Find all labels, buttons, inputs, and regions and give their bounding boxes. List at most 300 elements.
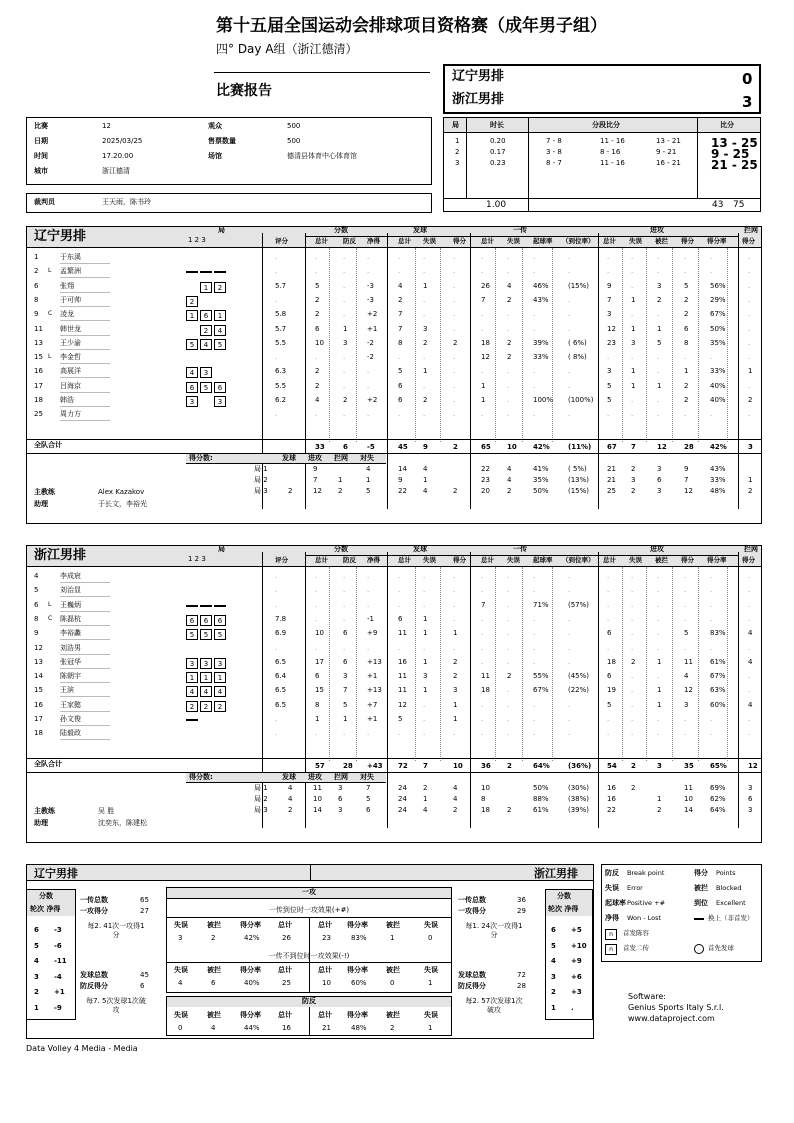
b-stat-cell: 5 [684, 629, 689, 638]
a-stat-cell: 1 [631, 367, 636, 376]
tr-val-b: 1 [428, 1024, 433, 1032]
pos-val-b: 23 [322, 934, 331, 942]
a-subhdr-vote: 评分 [275, 237, 288, 245]
set-partial: 7 - 8 [546, 137, 562, 145]
b-recv-label: 一传总数 [458, 896, 486, 904]
a-scored-cell: 12 [313, 486, 322, 495]
b-empty-cell: . [533, 643, 536, 652]
rotation-number: 4 [34, 957, 39, 965]
b-empty-cell: . [343, 572, 346, 580]
a-empty-cell: . [533, 324, 536, 333]
a-dotline [415, 248, 416, 442]
b-set-stat: 6 [748, 794, 753, 803]
a-dotline [495, 248, 496, 442]
b-scored-cell: 6 [366, 805, 371, 814]
b-empty-cell: . [710, 729, 713, 738]
b-empty-cell: . [631, 672, 634, 681]
b-empty-cell: . [631, 686, 634, 695]
b-set-stat: 22 [607, 805, 616, 814]
b-scored-cell: 2 [288, 805, 293, 814]
rotation-number: 6 [551, 926, 556, 934]
b-hdr-line [26, 566, 762, 567]
b-empty-cell: . [748, 686, 751, 695]
b-empty-cell: . [631, 572, 634, 580]
b-set-stat: (38%) [568, 794, 590, 803]
a-empty-cell: . [657, 367, 660, 376]
b-empty-cell: . [453, 643, 456, 652]
b-hdr-att: 进攻 [650, 545, 664, 553]
a-stat-cell: +2 [367, 310, 378, 319]
team-a-name: 辽宁男排 [452, 69, 505, 84]
a-empty-cell: . [481, 324, 484, 333]
tr-val-a: 16 [282, 1024, 291, 1032]
b-asst-label: 助理 [34, 818, 48, 827]
tr-val-b: 2 [390, 1024, 395, 1032]
a-player-name: 高展洋 [60, 367, 81, 376]
neg-col-hdr: 总计 [278, 966, 292, 974]
a-empty-cell: . [568, 295, 571, 304]
b-empty-cell: . [507, 572, 510, 580]
b-subhdr-bp: 防反 [343, 556, 356, 564]
b-empty-cell: . [533, 614, 536, 623]
b-total-cell: (36%) [568, 761, 592, 770]
a-dotline [727, 248, 728, 442]
a-subhdr-bp: 防反 [343, 237, 356, 245]
b-set-stat: 3 [748, 783, 753, 792]
b-starting-pos: 3 [200, 658, 212, 669]
neg-col-hdr: 被拦 [386, 966, 400, 974]
a-stat-cell: 5 [398, 367, 403, 376]
b-empty-cell: . [343, 586, 346, 595]
legend-key: 防反 [605, 869, 619, 877]
tr-col-hdr: 得分率 [347, 1011, 368, 1019]
b-empty-cell: . [507, 643, 510, 652]
b-stat-cell: 8 [315, 700, 320, 709]
b-empty-cell: . [507, 657, 510, 666]
b-empty-cell: . [533, 657, 536, 666]
a-hdr-recv: 一传 [513, 226, 527, 234]
a-set-stat: ( 5%) [568, 464, 587, 473]
pos-col-hdr: 被拦 [207, 921, 221, 929]
a-empty-cell: . [453, 410, 456, 419]
a-stat-cell: 26 [481, 281, 490, 290]
b-player-name: 李成宸 [60, 572, 81, 580]
b-set-stat: 62% [710, 794, 726, 803]
a-empty-cell: . [423, 410, 426, 419]
b-stat-cell: 6.9 [275, 629, 287, 638]
b-hdr-serve: 发球 [413, 545, 427, 553]
b-stat-cell: 7.8 [275, 614, 287, 623]
a-empty-cell: . [481, 410, 484, 419]
a-player-name: 吕海京 [60, 381, 81, 390]
b-scored-cell: 6 [338, 794, 343, 803]
pos-col-hdr: 失误 [174, 921, 188, 929]
b-starting-pos: 5 [200, 629, 212, 640]
b-dotline [672, 567, 673, 761]
a-total-line [26, 439, 762, 440]
a-empty-cell: . [657, 310, 660, 319]
a-stat-cell: 2 [507, 338, 512, 347]
b-empty-cell: . [423, 600, 426, 609]
referee-label: 裁判员 [34, 198, 55, 206]
a-player-number: 1 [34, 253, 39, 261]
a-set-stat: 23 [481, 475, 490, 484]
a-subhdr-err: 失误 [629, 237, 642, 245]
b-empty-cell: . [367, 586, 370, 595]
b-empty-cell: . [607, 586, 610, 595]
a-starting-pos: 6 [186, 382, 198, 393]
b-scored-cell: 5 [366, 794, 371, 803]
a-stat-cell: 5.8 [275, 310, 287, 319]
b-empty-cell: . [453, 729, 456, 738]
a-name-underline [60, 277, 110, 278]
a-subhdr-pct: 得分率 [707, 237, 727, 245]
a-total-cell: 33 [315, 442, 325, 451]
b-stat-cell: 67% [710, 672, 726, 681]
report-title: 比赛报告 [216, 83, 272, 99]
a-stat-cell: (15%) [568, 281, 590, 290]
a-empty-cell: . [453, 295, 456, 304]
b-scored-cell: 4 [288, 794, 293, 803]
b-starting-pos: 1 [214, 672, 226, 683]
a-set-stat: 2 [453, 486, 458, 495]
a-player-number: 6 [34, 281, 39, 290]
a-total-bottom [26, 453, 762, 454]
a-stat-cell: 5 [657, 338, 662, 347]
a-stat-cell: 2 [684, 396, 689, 404]
b-empty-cell: . [423, 729, 426, 738]
b-stat-cell: +13 [367, 686, 382, 695]
b-stat-cell: (22%) [568, 686, 590, 695]
b-bp-label: 防反得分 [458, 982, 486, 990]
a-total-label: 全队合计 [34, 440, 62, 449]
a-stat-cell: -2 [367, 338, 374, 347]
a-stat-cell: 2 [343, 396, 348, 404]
a-stat-cell: 1 [684, 367, 689, 376]
b-scored-cell: 3 [338, 805, 343, 814]
a-empty-cell: . [398, 353, 401, 362]
b-empty-cell: . [684, 600, 687, 609]
b-set-stat: 2 [423, 783, 428, 792]
b-dotline [727, 567, 728, 761]
a-empty-cell: . [507, 253, 510, 261]
b-total-cell: 72 [398, 761, 408, 770]
b-empty-cell: . [423, 700, 426, 709]
b-empty-cell: . [533, 715, 536, 723]
a-empty-cell: . [710, 353, 713, 362]
a-empty-cell: . [568, 253, 571, 261]
a-stat-cell: 2 [315, 295, 320, 304]
b-dotline [552, 567, 553, 761]
a-stat-cell: -3 [367, 295, 374, 304]
b-scored-hdr: 拦网 [334, 772, 348, 781]
pos-col-hdr: 被拦 [386, 921, 400, 929]
city-value: 浙江德清 [102, 167, 130, 175]
b-empty-cell: . [398, 729, 401, 738]
a-empty-cell: . [343, 295, 346, 304]
a-starting-pos: 5 [186, 339, 198, 350]
a-empty-cell: . [607, 253, 610, 261]
b-set-stat: 24 [398, 783, 407, 792]
b-set-stat: 1 [423, 794, 428, 803]
neg-val-a: 6 [211, 979, 216, 987]
b-stat-cell: 3 [423, 672, 428, 681]
a-empty-cell: . [453, 310, 456, 319]
a-recv-value: 65 [140, 896, 149, 904]
venue-label: 场馆 [208, 152, 222, 160]
a-subhdr-net: 净得 [367, 237, 380, 245]
b-set-stat: 16 [607, 783, 616, 792]
b-empty-cell: . [710, 600, 713, 609]
b-set-stat: 14 [684, 805, 693, 814]
a-stat-cell: 2 [684, 381, 689, 390]
sideout-hdr: 一攻 [302, 888, 316, 896]
b-set-stat: 10 [684, 794, 693, 803]
set-partial: 11 - 16 [600, 159, 625, 167]
a-starting-pos: 3 [214, 396, 226, 407]
b-total-cell: 28 [343, 761, 353, 770]
a-stat-cell: 5.7 [275, 281, 287, 290]
rotation-number: 2 [551, 988, 556, 996]
a-set-stat: 9 [684, 464, 689, 473]
b-empty-cell: . [507, 700, 510, 709]
b-empty-cell: . [710, 614, 713, 623]
a-stat-cell: 2 [315, 381, 320, 390]
a-empty-cell: . [631, 353, 634, 362]
b-scored-cell: 14 [313, 805, 322, 814]
a-stat-cell: 6.2 [275, 396, 287, 404]
a-set-stat: 2 [631, 464, 636, 473]
a-set-label: 局 1 [254, 464, 268, 473]
b-coach-label: 主教练 [34, 806, 55, 815]
b-empty-cell: . [684, 643, 687, 652]
b-set-stat: 1 [657, 794, 662, 803]
a-total-cell: 3 [748, 442, 753, 451]
b-table-frame [26, 545, 762, 843]
b-empty-cell: . [453, 572, 456, 580]
a-name-underline [60, 306, 110, 307]
b-empty-cell: . [568, 729, 571, 738]
b-stat-cell: 2 [453, 657, 458, 666]
b-subhdr-vote: 评分 [275, 556, 288, 564]
b-starting-pos: 3 [214, 658, 226, 669]
a-empty-cell: . [710, 410, 713, 419]
legend-key: 净得 [605, 914, 619, 922]
rotation-number: 4 [551, 957, 556, 965]
total-duration: 1.00 [486, 200, 507, 210]
a-empty-cell: . [453, 281, 456, 290]
a-empty-cell: . [748, 410, 751, 419]
set-partial: 8 - 7 [546, 159, 562, 167]
a-starting-pos: 2 [186, 296, 198, 307]
rotation-net: . [571, 1003, 574, 1012]
b-empty-cell: . [607, 572, 610, 580]
b-empty-cell: . [684, 586, 687, 595]
a-empty-cell: . [684, 353, 687, 362]
a-empty-cell: . [343, 267, 346, 276]
b-stat-cell: 1 [343, 715, 348, 723]
b-set-stat: 11 [684, 783, 693, 792]
b-set-stat: 16 [607, 794, 616, 803]
a-empty-cell: . [423, 310, 426, 319]
a-note1: 每2. 41次一攻得1分 [87, 922, 145, 939]
b-stat-cell: +1 [367, 715, 378, 723]
a-empty-cell: . [481, 267, 484, 276]
a-sideout-value: 27 [140, 907, 149, 915]
b-empty-cell: . [631, 586, 634, 595]
a-vline [305, 233, 306, 509]
date-label: 日期 [34, 137, 48, 145]
a-subhdr-pos: 起球率 [533, 237, 553, 245]
a-stat-cell: 1 [748, 367, 753, 376]
a-stat-cell: 2 [507, 295, 512, 304]
a-stat-cell: 4 [315, 396, 320, 404]
a-total-cell: 6 [343, 442, 348, 451]
a-empty-cell: . [423, 253, 426, 261]
b-stat-cell: 1 [453, 700, 458, 709]
b-stat-cell: +1 [367, 672, 378, 681]
pos-val-b: 83% [351, 934, 367, 942]
a-set-stat: 14 [398, 464, 407, 473]
a-hdr-blk: 拦网 [744, 226, 758, 234]
a-name-underline [60, 335, 110, 336]
a-set-stat: 3 [657, 486, 662, 495]
legend-key: 失误 [605, 884, 619, 892]
b-scored-hdr: 对失 [360, 772, 374, 781]
b-stat-cell: 6 [607, 629, 612, 638]
b-stat-cell: 3 [453, 686, 458, 695]
a-set-stat: 4 [507, 464, 512, 473]
b-sub-in-mark [186, 719, 198, 721]
a-stat-cell: 6 [684, 324, 689, 333]
a-stat-cell: 3 [423, 324, 428, 333]
b-empty-cell: . [481, 657, 484, 666]
a-scored-hdr: 对失 [360, 453, 374, 462]
b-empty-cell: . [748, 729, 751, 738]
b-stat-cell: 19 [607, 686, 616, 695]
b-player-role: L [48, 600, 52, 608]
b-name: 浙江男排 [34, 548, 87, 563]
b-empty-cell: . [343, 643, 346, 652]
b-stat-cell: 11 [481, 672, 490, 681]
b-scored-line [186, 782, 386, 783]
a-set-stat: 33% [710, 475, 726, 484]
set-partial: 8 - 16 [600, 148, 621, 156]
a-stat-cell: 1 [657, 381, 662, 390]
a-dotline [646, 248, 647, 442]
b-empty-cell: . [631, 629, 634, 638]
a-empty-cell: . [657, 353, 660, 362]
neg-val-a: 25 [282, 979, 291, 987]
a-total-cell: 67 [607, 442, 617, 451]
a-player-number: 13 [34, 338, 43, 347]
b-stat-cell: 3 [343, 672, 348, 681]
b-player-number: 6 [34, 600, 39, 609]
b-empty-cell: . [507, 600, 510, 609]
b-starting-pos: 1 [200, 672, 212, 683]
b-empty-cell: . [398, 600, 401, 609]
starter-icon: n [605, 929, 617, 940]
b-starting-pos: 4 [186, 686, 198, 697]
b-name-underline [60, 625, 110, 626]
a-subhdr-pts: 得分 [681, 237, 694, 245]
a-empty-cell: . [343, 410, 346, 419]
a-stat-cell: -2 [367, 353, 374, 362]
b-set-stat: 8 [481, 794, 486, 803]
b-dotline [495, 567, 496, 761]
a-stat-cell: 5.5 [275, 381, 287, 390]
a-empty-cell: . [533, 381, 536, 390]
a-name-underline [60, 420, 110, 421]
a-stat-cell: 1 [481, 381, 486, 390]
legend-key: 起球率 [605, 899, 626, 907]
tr-col-hdr: 得分率 [240, 1011, 261, 1019]
a-player-number: 11 [34, 324, 43, 333]
a-stat-cell: 50% [710, 324, 726, 333]
b-empty-cell: . [507, 729, 510, 738]
a-player-name: 韩世龙 [60, 324, 81, 333]
b-stat-cell: 11 [398, 686, 407, 695]
a-empty-cell: . [631, 267, 634, 276]
b-empty-cell: . [423, 715, 426, 723]
a-stat-cell: 1 [423, 367, 428, 376]
b-empty-cell: . [315, 729, 318, 738]
a-stat-cell: 6 [398, 396, 403, 404]
b-empty-cell: . [657, 729, 660, 738]
a-stat-cell: 10 [315, 338, 324, 347]
b-scored-hdr: 进攻 [308, 772, 322, 781]
b-recv-value: 36 [517, 896, 526, 904]
b-stat-cell: 55% [533, 672, 549, 681]
b-stat-cell: 2 [631, 657, 636, 666]
b-total-cell: 2 [631, 761, 636, 770]
b-empty-cell: . [453, 586, 456, 595]
pos-col-hdr: 总计 [278, 921, 292, 929]
legend-desc: 换上（非首发） [708, 914, 754, 922]
rotation-net: +3 [571, 988, 582, 996]
a-empty-cell: . [398, 410, 401, 419]
a-set-stat: 41% [533, 464, 549, 473]
a-player-name: 王少渝 [60, 338, 81, 347]
a-stat-cell: 56% [710, 281, 726, 290]
pos-col-hdr: 失误 [424, 921, 438, 929]
set-partial: 13 - 21 [656, 137, 681, 145]
b-asst: 沈奕东，陈建松 [98, 818, 147, 827]
a-stat-cell: 35% [710, 338, 726, 347]
b-empty-cell: . [568, 572, 571, 580]
a-starting-pos: 2 [200, 325, 212, 336]
a-stat-cell: 6 [398, 381, 403, 390]
b-empty-cell: . [748, 586, 751, 595]
b-empty-cell: . [748, 572, 751, 580]
set-number: 1 [455, 137, 460, 145]
b-subhdr-tot: 总计 [398, 556, 411, 564]
b-empty-cell: . [343, 729, 346, 738]
a-stat-cell: 7 [607, 295, 612, 304]
b-set-stat: 3 [748, 805, 753, 814]
tr-val-b: 21 [322, 1024, 331, 1032]
a-player-role: L [48, 267, 52, 275]
rotation-net: +10 [571, 941, 587, 950]
b-stat-cell: 18 [607, 657, 616, 666]
b-empty-cell: . [631, 715, 634, 723]
b-empty-cell: . [710, 643, 713, 652]
a-name-underline [60, 263, 110, 264]
b-empty-cell: . [568, 586, 571, 595]
b-empty-cell: . [748, 600, 751, 609]
a-empty-cell: . [507, 324, 510, 333]
b-scored-hdr: 发球 [282, 772, 296, 781]
